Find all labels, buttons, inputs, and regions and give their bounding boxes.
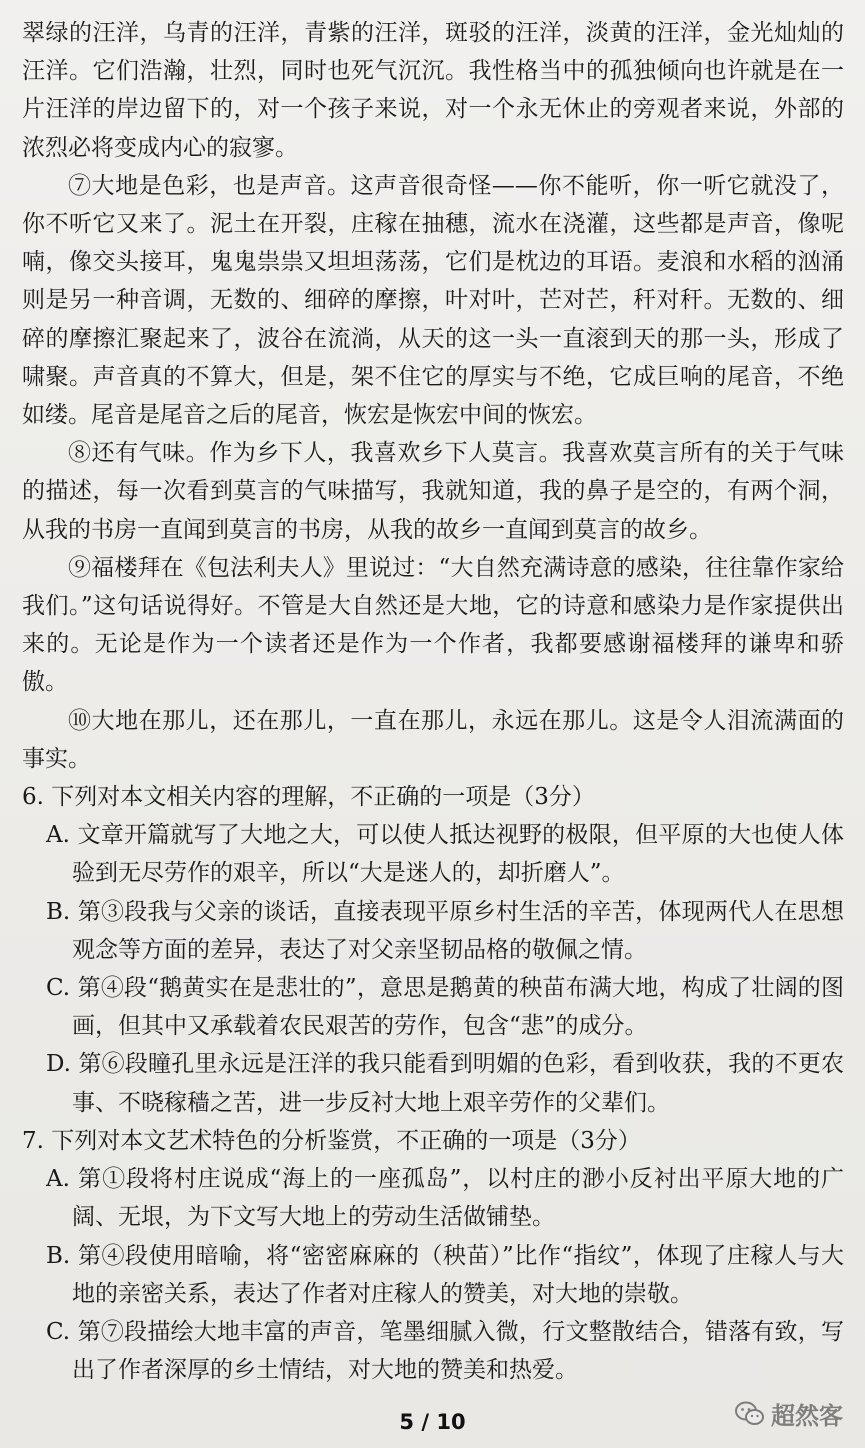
question-6 [22,778,844,1122]
wechat-icon [735,1401,765,1427]
watermark [735,1396,843,1431]
paragraph-8: ⑧还有气味。作为乡下人，我喜欢乡下人莫言。我喜欢莫言所有的关于气味的描述，每一次看到莫言的气味描写，我就知道，我的鼻子是空的，有两个洞，从我的书房一直闻到莫言的书房，从我的故乡一直闻到莫言的故乡。 [22,440,844,543]
option-a: A. 第①段将村庄说成“海上的一座孤岛”，以村庄的渺小反衬出平原大地的广阔、无垠，为下文写大地上的劳动生活做铺垫。 [46,1166,844,1231]
paragraph-7: ⑦大地是色彩，也是声音。这声音很奇怪——你不能听，你一听它就没了，你不听它又来了。泥土在开裂，庄稼在抽穗，流水在浇灌，这些都是声音，像呢喃，像交头接耳，鬼鬼祟祟又坦坦荡荡，它们是枕边的耳语。麦浪和水稻的汹涌则是另一种音调，无数的、细碎的摩擦，叶对叶，芒对芒，秆对秆。无数的、细碎的摩擦汇聚起来了，波谷在流淌，从天的这一头一直滚到天的那一头，形成了啸聚。声音真的不算大，但是，架不住它的厚实与不绝，它成巨响的尾音，不绝如缕。尾音是尾音之后的尾音，恢宏是恢宏中间的恢宏。 [22,172,844,429]
question-title: 7. 下列对本文艺术特色的分析鉴赏，不正确的一项是（3分） [22,1127,641,1154]
option-b: B. 第④段使用暗喻，将“密密麻麻的（秧苗）”比作“指纹”，体现了庄稼人与大地的亲密关系，表达了作者对庄稼人的赞美，对大地的崇敬。 [46,1242,844,1307]
option-c: C. 第⑦段描绘大地丰富的声音，笔墨细腻入微，行文整散结合，错落有致，写出了作者深厚的乡土情结，对大地的赞美和热爱。 [46,1318,844,1384]
option-d: D. 第⑥段瞳孔里永远是汪洋的我只能看到明媚的色彩，看到收获，我的不更农事、不晓稼穑之苦，进一步反衬大地上艰辛劳作的父辈们。 [46,1051,844,1116]
option-a: A. 文章开篇就写了大地之大，可以使人抵达视野的极限，但平原的大也使人体验到无尽劳作的艰辛，所以“大是迷人的，却折磨人”。 [46,822,844,887]
paragraph-continued: 翠绿的汪洋，乌青的汪洋，青紫的汪洋，斑驳的汪洋，淡黄的汪洋，金光灿灿的汪洋。它们浩瀚，壮烈，同时也死气沉沉。我性格当中的孤独倾向也许就是在一片汪洋的岸边留下的，对一个孩子来说，对一个永无休止的旁观者来说，外部的浓烈必将变成内心的寂寥。 [22,20,844,161]
question-title: 6. 下列对本文相关内容的理解，不正确的一项是（3分） [22,784,595,811]
paragraph-9: ⑨福楼拜在《包法利夫人》里说过：“大自然充满诗意的感染，往往靠作家给我们。”这句话说得好。不管是大自然还是大地，它的诗意和感染力是作家提供出来的。无论是作为一个读者还是作为一个作者，我都要感谢福楼拜的谦卑和骄傲。 [22,554,844,696]
watermark-text: 超然客 [771,1402,843,1430]
option-c: C. 第④段“鹅黄实在是悲壮的”，意思是鹅黄的秧苗布满大地，构成了壮阔的图画，但其中又承载着农民艰苦的劳作，包含“悲”的成分。 [46,975,844,1040]
question-7 [22,1122,844,1389]
paragraph-10: ⑩大地在那儿，还在那儿，一直在那儿，永远在那儿。这是令人泪流满面的事实。 [22,707,844,772]
page-number: 5 / 10 [399,1410,466,1434]
article-body [22,14,844,1389]
option-b: B. 第③段我与父亲的谈话，直接表现平原乡村生活的辛苦，体现两代人在思想观念等方面的差异，表达了对父亲坚韧品格的敬佩之情。 [46,898,844,963]
